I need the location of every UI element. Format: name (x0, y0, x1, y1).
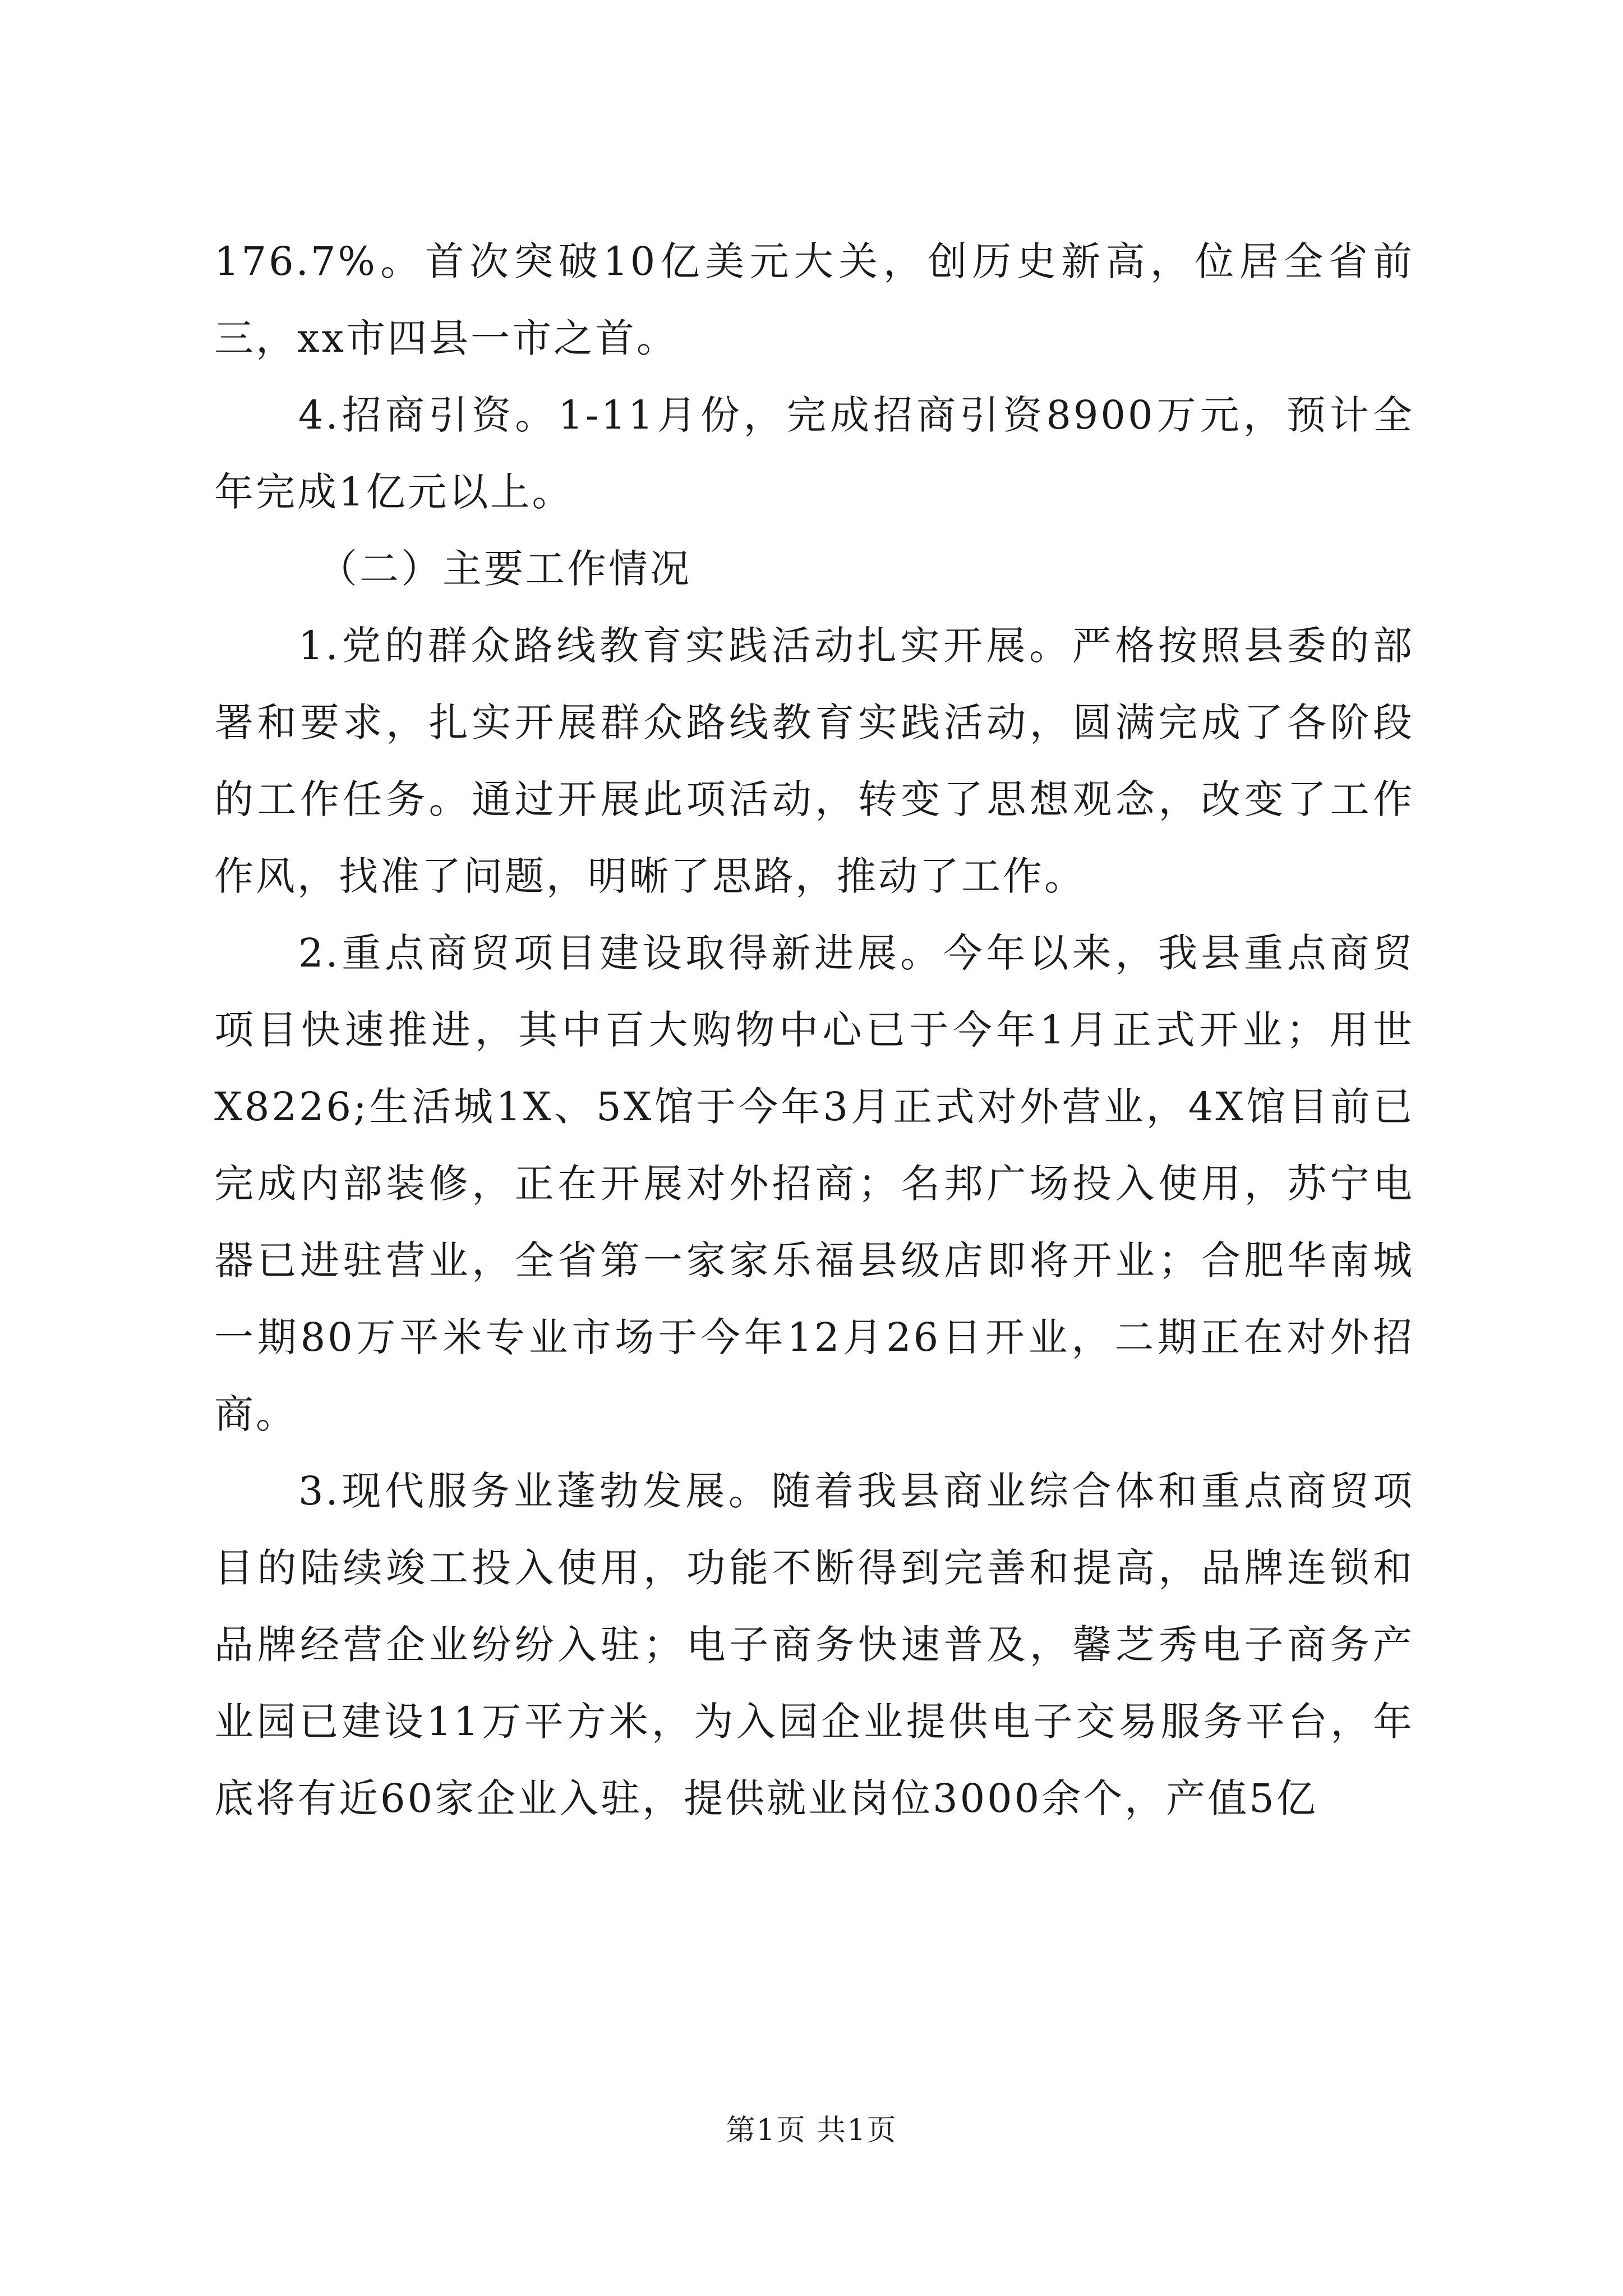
paragraph-continuation: 176.7%。首次突破10亿美元大关，创历史新高，位居全省前三，xx市四县一市之首。 (214, 238, 1414, 361)
paragraph-investment: 4.招商引资。1-11月份，完成招商引资8900万元，预计全年完成1亿元以上。 (214, 392, 1414, 515)
paragraph-key-projects: 2.重点商贸项目建设取得新进展。今年以来，我县重点商贸项目快速推进，其中百大购物中心已于今年1月正式开业；用世X8226;生活城1X、5X馆于今年3月正式对外营业，4X馆目前已完成内部装修，正在开展对外招商；名邦广场投入使用，苏宁电器已进驻营业，全省第一家家乐福县级店即将开业；合肥华南城一期80万平米专业市场于今年12月26日开业，二期正在对外招商。 (214, 930, 1414, 1437)
document-body (214, 223, 1414, 1837)
paragraph-party-education: 1.党的群众路线教育实践活动扎实开展。严格按照县委的部署和要求，扎实开展群众路线教育实践活动，圆满完成了各阶段的工作任务。通过开展此项活动，转变了思想观念，改变了工作作风，找准了问题，明晰了思路，推动了工作。 (214, 623, 1414, 899)
page-footer: 第1页 共1页 (726, 2114, 897, 2147)
section-heading-main-work: （二）主要工作情况 (318, 546, 691, 592)
paragraph-modern-services: 3.现代服务业蓬勃发展。随着我县商业综合体和重点商贸项目的陆续竣工投入使用，功能不断得到完善和提高，品牌连锁和品牌经营企业纷纷入驻；电子商务快速普及，馨芝秀电子商务产业园已建设11万平方米，为入园企业提供电子交易服务平台，年底将有近60家企业入驻，提供就业岗位3000余个，产值5亿 (214, 1468, 1414, 1821)
